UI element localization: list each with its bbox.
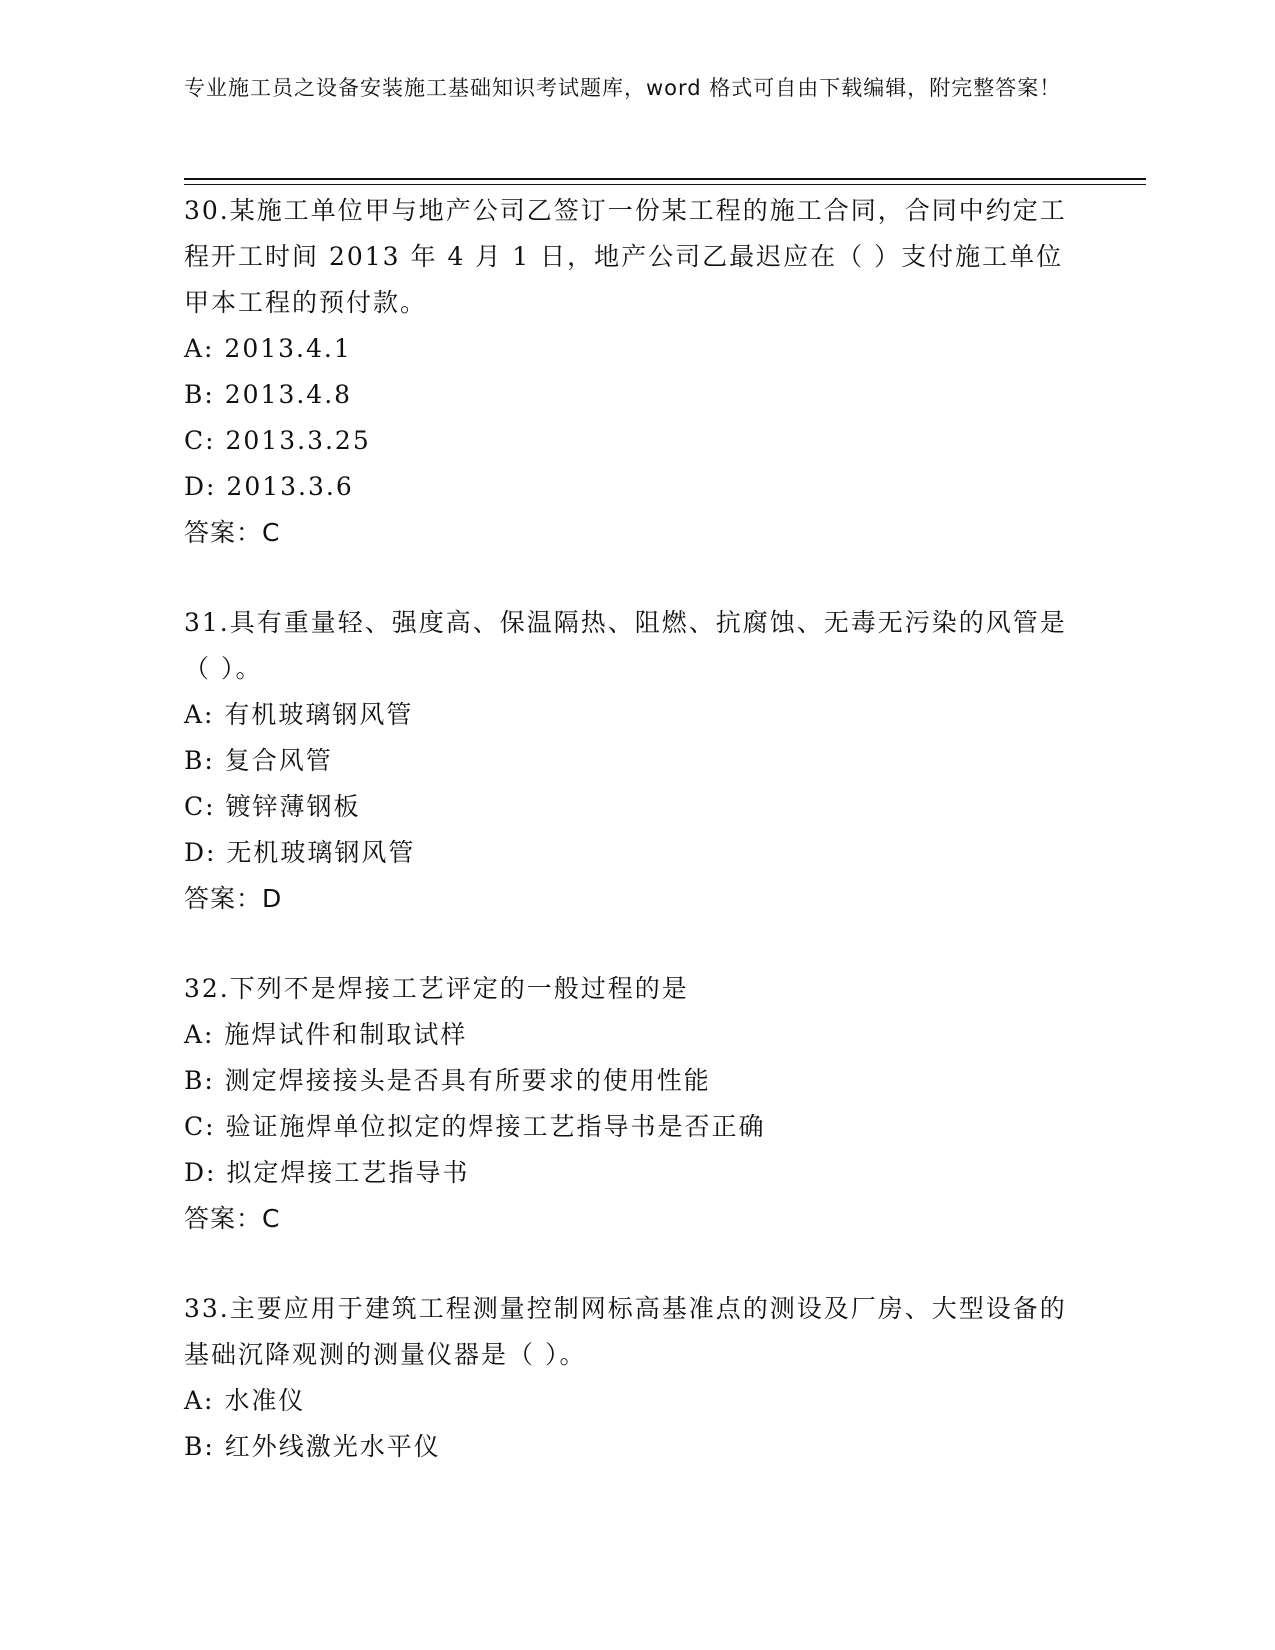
option-a: A: 水准仪 bbox=[184, 1386, 306, 1415]
option-b: B: 红外线激光水平仪 bbox=[184, 1432, 441, 1461]
option-a: A: 有机玻璃钢风管 bbox=[184, 700, 414, 729]
question-30 bbox=[184, 188, 1084, 556]
answer-line: 答案：C bbox=[184, 1204, 281, 1233]
question-text: 33.主要应用于建筑工程测量控制网标高基准点的测设及厂房、大型设备的基础沉降观测的测量仪器是（ ）。 bbox=[184, 1294, 1067, 1369]
option-d: D: 无机玻璃钢风管 bbox=[184, 838, 416, 867]
option-c: C: 2013.3.25 bbox=[184, 426, 371, 455]
option-c: C: 镀锌薄钢板 bbox=[184, 792, 361, 821]
header-divider-thick bbox=[184, 178, 1146, 180]
option-b: B: 复合风管 bbox=[184, 746, 333, 775]
question-32 bbox=[184, 966, 1084, 1242]
option-d: D: 2013.3.6 bbox=[184, 472, 354, 501]
question-text: 31.具有重量轻、强度高、保温隔热、阻燃、抗腐蚀、无毒无污染的风管是（ ）。 bbox=[184, 608, 1067, 683]
option-a: A: 施焊试件和制取试样 bbox=[184, 1020, 468, 1049]
question-text: 30.某施工单位甲与地产公司乙签订一份某工程的施工合同，合同中约定工程开工时间 2013 年 4 月 1 日，地产公司乙最迟应在（ ）支付施工单位甲本工程的预付款。 bbox=[184, 196, 1067, 317]
question-33 bbox=[184, 1286, 1084, 1470]
question-31 bbox=[184, 600, 1084, 922]
option-a: A: 2013.4.1 bbox=[184, 334, 352, 363]
option-d: D: 拟定焊接工艺指导书 bbox=[184, 1158, 470, 1187]
header-divider-thin bbox=[184, 184, 1146, 185]
question-list bbox=[184, 188, 1084, 1470]
option-c: C: 验证施焊单位拟定的焊接工艺指导书是否正确 bbox=[184, 1112, 766, 1141]
answer-line: 答案：C bbox=[184, 518, 281, 547]
answer-line: 答案：D bbox=[184, 884, 283, 913]
option-b: B: 2013.4.8 bbox=[184, 380, 353, 409]
option-b: B: 测定焊接接头是否具有所要求的使用性能 bbox=[184, 1066, 711, 1095]
page-header: 专业施工员之设备安装施工基础知识考试题库，word 格式可自由下载编辑，附完整答案！ bbox=[184, 76, 1062, 100]
question-text: 32.下列不是焊接工艺评定的一般过程的是 bbox=[184, 974, 689, 1003]
